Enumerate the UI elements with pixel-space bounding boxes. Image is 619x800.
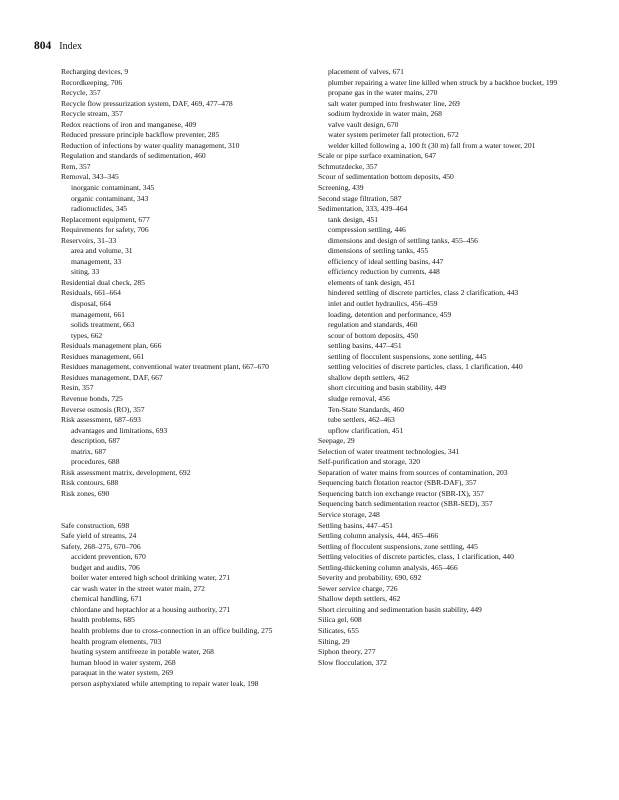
index-entry: Settling basins, 447–451 [318,520,393,530]
index-subentry: plumber repairing a water line killed when struck by a backhoe bucket, 199 [328,77,558,87]
index-subentry: settling velocities of discrete particles, class, 1 clarification, 440 [328,362,523,372]
index-entry: Residues management, conventional water treatment plant, 667–670 [61,362,269,372]
index-subentry: health problems due to cross-connection in an office building, 275 [71,625,273,635]
index-entry: Replacement equipment, 677 [61,214,150,224]
index-subentry: heating system antifreeze in potable water, 268 [71,647,214,657]
index-subentry: efficiency of ideal settling basins, 447 [328,256,444,266]
index-entry: Recycle flow pressurization system, DAF, 469, 477–478 [61,98,233,108]
index-subentry: propane gas in the water mains, 270 [328,88,438,98]
index-subentry: tank design, 451 [328,214,378,224]
index-entry: Seepage, 29 [318,436,355,446]
index-subentry: types, 662 [71,330,103,340]
page-number: 804 [34,40,52,52]
index-entry: Silting, 29 [318,636,350,646]
index-subentry: area and volume, 31 [71,246,133,256]
index-subentry: disposal, 664 [71,299,112,309]
index-subentry: regulation and standards, 460 [328,320,418,330]
index-entry: Redox reactions of iron and manganese, 409 [61,119,197,129]
index-entry: Second stage filtration, 587 [318,193,402,203]
index-entry: Sewer service charge, 726 [318,583,398,593]
index-subentry: hindered settling of discrete particles, class 2 clarification, 443 [328,288,519,298]
index-subentry: salt water pumped into freshwater line, 269 [328,98,460,108]
index-entry: Settling of flocculent suspensions, zone settling, 445 [318,541,478,551]
index-entry: Reduced pressure principle backflow preventer, 285 [61,130,220,140]
index-entry: Residential dual check, 285 [61,277,145,287]
index-entry: Silicates, 655 [318,625,359,635]
index-entry: Self-purification and storage, 320 [318,457,421,467]
index-subentry: loading, detention and performance, 459 [328,309,452,319]
index-subentry: budget and audits, 706 [71,562,140,572]
index-subentry: inlet and outlet hydraulics, 456–459 [328,299,438,309]
index-entry: Risk assessment matrix, development, 692 [61,467,191,477]
index-subentry: radionuclides, 345 [71,204,128,214]
index-subentry: matrix, 687 [71,446,107,456]
index-entry: Silica gel, 608 [318,615,362,625]
index-entry: Safe yield of streams, 24 [61,531,137,541]
index-entry: Recordkeeping, 706 [61,77,123,87]
index-subentry: settling of flocculent suspensions, zone settling, 445 [328,351,487,361]
index-subentry: settling basins, 447–451 [328,341,402,351]
index-subentry: management, 33 [71,256,122,266]
index-entry: Rem, 357 [61,161,91,171]
index-entry: Risk assessment, 687–693 [61,415,141,425]
index-subentry: dimensions of settling tanks, 455 [328,246,429,256]
index-entry: Requirements for safety, 706 [61,225,149,235]
running-title: Index [59,41,83,52]
index-subentry: human blood in water system, 268 [71,657,176,667]
index-entry: Reduction of infections by water quality management, 310 [61,140,240,150]
index-entry: Resin, 357 [61,383,94,393]
index-entry: Service storage, 248 [318,509,380,519]
index-entry: Risk contours, 688 [61,478,119,488]
index-subentry: upflow clarification, 451 [328,425,404,435]
index-entry: Reverse osmosis (RO), 357 [61,404,145,414]
index-subentry: description, 687 [71,436,120,446]
index-subentry: welder killed following a, 100 ft (30 m) fall from a water tower, 201 [328,140,536,150]
index-subentry: water system perimeter fall protection, 672 [328,130,459,140]
index-entry: Residues management, 661 [61,351,145,361]
index-entry: Recycle, 357 [61,88,101,98]
index-entry: Schmutzdecke, 357 [318,161,378,171]
index-entry: Revenue bonds, 725 [61,393,123,403]
index-subentry: scour of bottom deposits, 450 [328,330,419,340]
index-subentry: dimensions and design of settling tanks, 455–456 [328,235,478,245]
index-column-left [61,67,331,689]
index-subentry: chlordane and heptachlor at a housing authority, 271 [71,604,231,614]
index-entry: Removal, 343–345 [61,172,119,182]
index-entry: Scale or pipe surface examination, 647 [318,151,437,161]
index-entry: Siphon theory, 277 [318,647,376,657]
index-subentry: efficiency reduction by currents, 448 [328,267,440,277]
index-subentry: accident prevention, 670 [71,552,146,562]
index-entry: Separation of water mains from sources of contamination, 203 [318,467,508,477]
index-entry: Sequencing batch ion exchange reactor (SBR-IX), 357 [318,488,484,498]
index-entry: Risk zones, 690 [61,488,110,498]
index-subentry: Ten-State Standards, 460 [328,404,405,414]
index-entry: Reservoirs, 31–33 [61,235,117,245]
index-gap [61,499,331,510]
index-subentry: sludge removal, 456 [328,393,390,403]
index-entry: Sedimentation, 333, 439–464 [318,204,408,214]
index-entry: Recycle stream, 357 [61,109,123,119]
index-entry: Settling velocities of discrete particles, class, 1 clarification, 440 [318,552,514,562]
index-subentry: siting, 33 [71,267,100,277]
index-column-right [318,67,598,668]
index-subentry: placement of valves, 671 [328,67,404,76]
index-subentry: solids treatment, 663 [71,320,135,330]
index-gap [61,510,331,521]
index-subentry: health problems, 685 [71,615,135,625]
index-subentry: management, 661 [71,309,125,319]
index-subentry: person asphyxiated while attempting to repair water leak, 198 [71,678,259,688]
index-subentry: chemical handling, 671 [71,594,143,604]
index-entry: Screening, 439 [318,183,364,193]
index-subentry: procedures, 688 [71,457,120,467]
index-entry: Residuals, 661–664 [61,288,121,298]
index-subentry: compression settling, 446 [328,225,406,235]
index-subentry: boiler water entered high school drinking water, 271 [71,573,231,583]
index-entry: Residues management, DAF, 667 [61,372,163,382]
index-subentry: shallow depth settlers, 462 [328,372,409,382]
index-entry: Selection of water treatment technologies, 341 [318,446,460,456]
index-entry: Regulation and standards of sedimentation, 460 [61,151,206,161]
index-subentry: organic contaminant, 343 [71,193,149,203]
index-entry: Sequencing batch flotation reactor (SBR-DAF), 357 [318,478,477,488]
index-entry: Settling column analysis, 444, 465–466 [318,531,439,541]
index-subentry: paraquat in the water system, 269 [71,668,174,678]
index-subentry: sodium hydroxide in water main, 268 [328,109,442,119]
index-entry: Scour of sedimentation bottom deposits, 450 [318,172,454,182]
index-entry: Residuals management plan, 666 [61,341,162,351]
page-header [34,40,82,53]
index-entry: Sequencing batch sedimentation reactor (SBR-SED), 357 [318,499,493,509]
index-entry: Severity and probability, 690, 692 [318,573,422,583]
index-entry: Shallow depth settlers, 462 [318,594,401,604]
index-subentry: advantages and limitations, 693 [71,425,168,435]
index-entry: Slow flocculation, 372 [318,657,387,667]
index-subentry: inorganic contaminant, 345 [71,183,155,193]
index-subentry: health program elements, 703 [71,636,162,646]
index-entry: Recharging devices, 9 [61,67,129,76]
index-entry: Short circuiting and sedimentation basin stability, 449 [318,604,482,614]
index-subentry: short circuiting and basin stability, 449 [328,383,447,393]
index-subentry: tube settlers, 462–463 [328,415,395,425]
index-subentry: elements of tank design, 451 [328,277,416,287]
index-entry: Settling-thickening column analysis, 465–466 [318,562,458,572]
index-subentry: car wash water in the street water main, 272 [71,583,205,593]
index-subentry: valve vault design, 670 [328,119,399,129]
index-entry: Safety, 268–275, 670–706 [61,541,141,551]
index-entry: Safe construction, 698 [61,520,130,530]
